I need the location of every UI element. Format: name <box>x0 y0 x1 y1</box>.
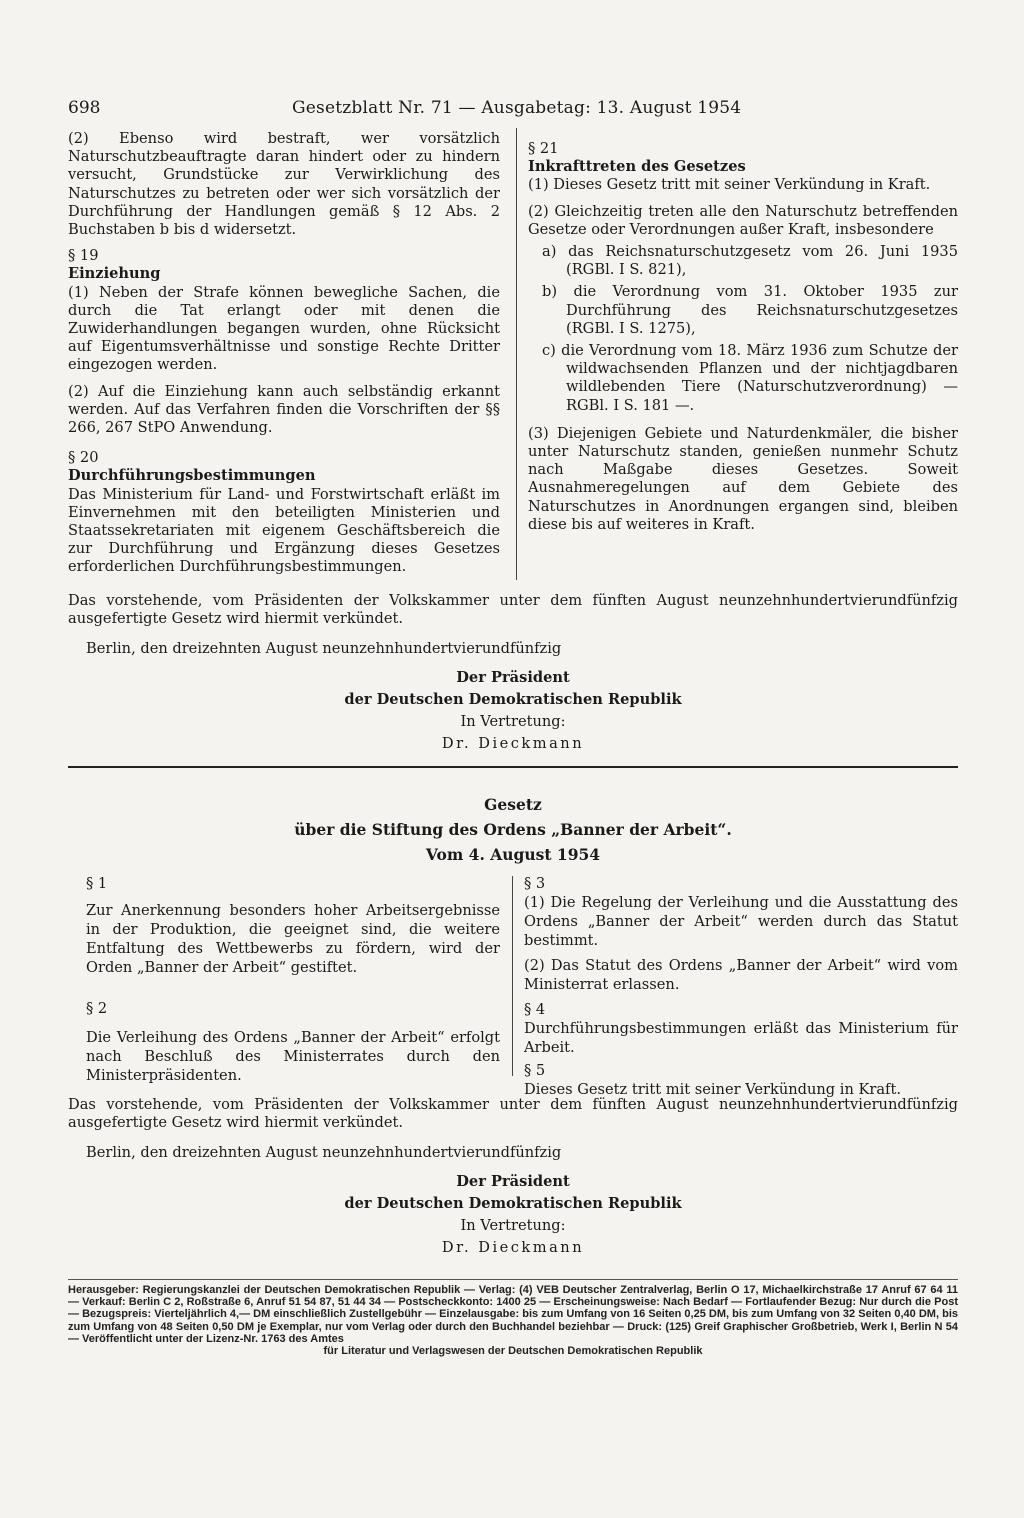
column-divider <box>516 128 517 580</box>
signature-capacity: In Vertretung: <box>460 1217 566 1234</box>
paragraph: Zur Anerkennung besonders hoher Arbeitsergebnisse in der Produktion, die geeignet sind, die weitere Entfaltung des Wettbewerbs zu fördern, wird der Orden „Banner der Arbeit“ gestiftet. <box>86 902 500 976</box>
list-item: a) das Reichsnaturschutzgesetz vom 26. Juni 1935 (RGBl. I S. 821), <box>542 243 958 279</box>
imprint-rule <box>68 1279 958 1280</box>
promulgation-text <box>68 1096 958 1132</box>
list-item: b) die Verordnung vom 31. Oktober 1935 zur Durchführung des Reichsnaturschutzgesetzes (RGBl. I S. 1275), <box>542 283 958 337</box>
place-date <box>68 640 958 658</box>
place-date-text: Berlin, den dreizehnten August neunzehnhundertvierundfünfzig <box>86 1144 562 1161</box>
paragraph: Die Verleihung des Ordens „Banner der Arbeit“ erfolgt nach Beschluß des Ministerrates durch den Ministerpräsidenten. <box>86 1029 500 1084</box>
section-number: § 2 <box>86 1000 108 1017</box>
imprint <box>68 1284 958 1357</box>
paragraph: Dieses Gesetz tritt mit seiner Verkündung in Kraft. <box>524 1081 901 1098</box>
paragraph: (1) Neben der Strafe können bewegliche Sachen, die durch die Tat erlangt oder mit denen die Zuwiderhandlungen begangen wurden, ohne Rücksicht auf Eigentumsverhältnisse und sonstige Rechte Dritter eingezogen werden. <box>68 283 500 374</box>
gazette-title: Gesetzblatt Nr. 71 — Ausgabetag: 13. August 1954 <box>292 98 742 118</box>
section-heading: Inkrafttreten des Gesetzes <box>528 158 746 176</box>
left-column-upper <box>68 130 500 577</box>
paragraph: (2) Das Statut des Ordens „Banner der Arbeit“ wird vom Ministerrat erlassen. <box>524 957 958 993</box>
paragraph: (2) Auf die Einziehung kann auch selbständig erkannt werden. Auf das Verfahren finden die Vorschriften der §§ 266, 267 StPO Anwendung. <box>68 382 500 437</box>
signature-office: der Deutschen Demokratischen Republik <box>344 1195 682 1212</box>
paragraph: (2) Gleichzeitig treten alle den Naturschutz betreffenden Gesetze oder Verordnungen außer Kraft, insbesondere <box>528 202 958 238</box>
signature-block <box>68 1172 958 1258</box>
promulgation-paragraph: Das vorstehende, vom Präsidenten der Volkskammer unter dem fünften August neunzehnhundertvierundfünfzig ausgefertigte Gesetz wird hiermit verkündet. <box>68 1096 958 1132</box>
paragraph: (2) Ebenso wird bestraft, wer vorsätzlich Naturschutzbeauftragte daran hindert oder zu hindern versucht, Grundstücke zur Verwirklichung des Naturschutzes zu betreten oder wer sich vorsätzlich der Durchführung der Handlungen gemäß § 12 Abs. 2 Buchstaben b bis d widersetzt. <box>68 130 500 239</box>
section-rule <box>68 766 958 768</box>
column-divider <box>512 876 513 1076</box>
place-date <box>68 1144 958 1162</box>
signature-office: der Deutschen Demokratischen Republik <box>344 691 682 708</box>
law-subtitle: über die Stiftung des Ordens „Banner der Arbeit“. <box>294 820 732 839</box>
law-date: Vom 4. August 1954 <box>425 845 601 864</box>
paragraph: (1) Dieses Gesetz tritt mit seiner Verkündung in Kraft. <box>528 176 931 194</box>
imprint-text: Herausgeber: Regierungskanzlei der Deutschen Demokratischen Republik — Verlag: (4) VEB Deutscher Zentralverlag, Berlin O 17, Michaelkirchstraße 17 Anruf 67 64 11 — Verkauf: Berlin C 2, Roßstraße 6, Anruf 51 54 87, 51 44 34 — Postscheckkonto: 1400 25 — Erscheinungsweise: Nach Bedarf — Fortlaufender Bezug: Nur durch die Post — Bezugspreis: Vierteljährlich 4,— DM einschließlich Zustellgebühr — Einzelausgabe: bis zum Umfang von 16 Seiten 0,25 DM, bis zum Umfang von 32 Seiten 0,40 DM, bis zum Umfang von 48 Seiten 0,50 DM je Exemplar, nur vom Verlag oder durch den Buchhandel beziehbar — Druck: (125) Greif Graphischer Großbetrieb, Werk I, Berlin N 54 — Veröffentlicht unter der Lizenz-Nr. 1763 des Amtes <box>68 1284 958 1345</box>
section-number: § 21 <box>528 140 559 157</box>
section-number: § 3 <box>524 875 546 892</box>
signature-title: Der Präsident <box>456 1173 570 1190</box>
section-number: § 1 <box>86 875 108 892</box>
page-number: 698 <box>68 98 101 118</box>
page <box>68 0 958 1518</box>
section-number: § 19 <box>68 247 99 265</box>
law-heading <box>68 792 958 867</box>
signature-name: Dr. Dieckmann <box>441 735 585 752</box>
law-title: Gesetz <box>484 795 542 814</box>
signature-name: Dr. Dieckmann <box>441 1239 585 1256</box>
page-header <box>68 98 958 124</box>
left-column-lower <box>86 874 500 1085</box>
section-number: § 5 <box>524 1062 546 1079</box>
section-heading: Durchführungsbestimmungen <box>68 467 316 485</box>
paragraph: (1) Die Regelung der Verleihung und die Ausstattung des Ordens „Banner der Arbeit“ werden durch das Statut bestimmt. <box>524 894 958 949</box>
section-number: § 4 <box>524 1001 546 1018</box>
right-column-upper <box>528 140 958 534</box>
section-number: § 20 <box>68 449 99 467</box>
section-heading: Einziehung <box>68 265 161 283</box>
imprint-last-line: für Literatur und Verlagswesen der Deutschen Demokratischen Republik <box>323 1345 703 1358</box>
signature-block <box>68 668 958 754</box>
right-column-lower <box>524 874 958 1099</box>
promulgation-text <box>68 592 958 628</box>
paragraph: Durchführungsbestimmungen erläßt das Ministerium für Arbeit. <box>524 1020 958 1056</box>
promulgation-paragraph: Das vorstehende, vom Präsidenten der Volkskammer unter dem fünften August neunzehnhundertvierundfünfzig ausgefertigte Gesetz wird hiermit verkündet. <box>68 592 958 628</box>
signature-capacity: In Vertretung: <box>460 713 566 730</box>
list-item: c) die Verordnung vom 18. März 1936 zum Schutze der wildwachsenden Pflanzen und der nichtjagdbaren wildlebenden Tiere (Naturschutzverordnung) — RGBl. I S. 181 —. <box>542 342 958 414</box>
signature-title: Der Präsident <box>456 669 570 686</box>
paragraph: Das Ministerium für Land- und Forstwirtschaft erläßt im Einvernehmen mit den beteiligten Ministerien und Staatssekretariaten mit eigenem Geschäftsbereich die zur Durchführung und Ergänzung dieses Gesetzes erforderlichen Durchführungsbestimmungen. <box>68 485 500 576</box>
place-date-text: Berlin, den dreizehnten August neunzehnhundertvierundfünfzig <box>86 640 562 657</box>
paragraph: (3) Diejenigen Gebiete und Naturdenkmäler, die bisher unter Naturschutz standen, genießen nunmehr Schutz nach Maßgabe dieses Gesetzes. Soweit Ausnahmeregelungen auf dem Gebiete des Naturschutzes in Anordnungen ergangen sind, bleiben diese bis auf weiteres in Kraft. <box>528 424 958 533</box>
